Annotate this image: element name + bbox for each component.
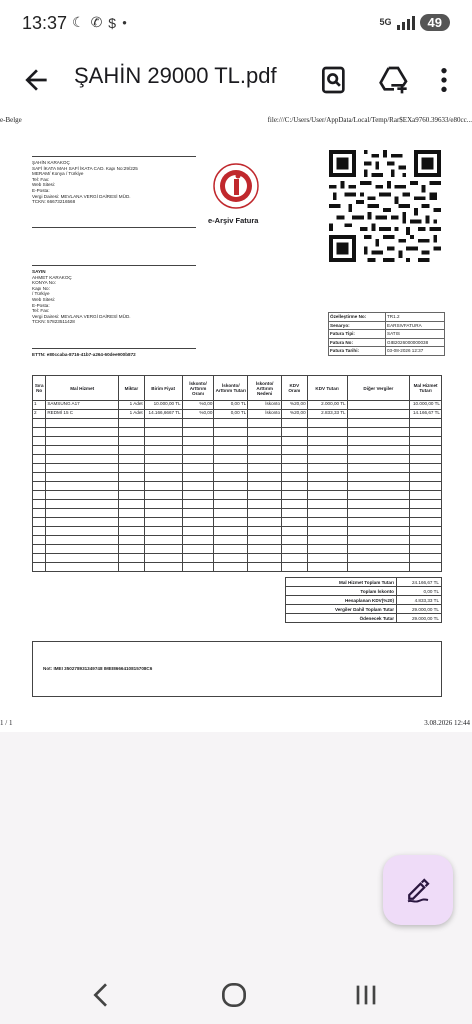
doc-search-icon[interactable] [318, 64, 350, 96]
empty-row [33, 419, 442, 428]
back-arrow-icon[interactable] [20, 64, 52, 96]
notification-icons [72, 14, 127, 31]
logo-label: e-Arşiv Fatura [208, 216, 259, 225]
note-box [32, 641, 442, 697]
table-header: Sıra No Mal Hizmet Miktar Birim Fiyat İskonto/ Arttırım Oranı İskonto/ Arttırım Tutarı İskonto/ Arttırım Nedeni KDV Oranı KDV Tutarı Diğer Vergiler Mal Hizmet Tutarı [33, 376, 442, 401]
empty-row [33, 536, 442, 545]
divider [32, 227, 196, 228]
print-date: 3.08.2026 12:44 [424, 719, 470, 727]
empty-row [33, 455, 442, 464]
document-title: ŞAHİN 29000 TL.pdf [74, 63, 277, 88]
totals-table: Mal Hizmet Toplam Tutarı 24.166,67 TL Toplam İskonto 0,00 TL Hesaplanan KDV(%20) 4.833,33 TL Vergiler Dahil Toplam Tutar 29.000,00 TL Ödenecek Tutar 29.000,00 TL [285, 577, 442, 623]
divider [32, 265, 196, 266]
nav-recents-icon[interactable] [350, 979, 382, 1011]
page-number: 1 / 1 [0, 719, 13, 727]
invoice-meta: Özelleştirme No: TR1.2 Senaryo: EARSIVFATURA Fatura Tipi: SATIS Fatura No: GIB2026000000038 Fatura Tarihi: 03-08-2026 12:37 [328, 312, 445, 356]
edit-fab-button[interactable] [383, 855, 453, 925]
signal-icon [397, 16, 415, 30]
empty-row [33, 509, 442, 518]
edit-pen-icon [403, 875, 433, 905]
system-nav-bar [0, 965, 472, 1024]
status-bar [0, 0, 472, 48]
qr-code [329, 147, 441, 265]
empty-row [33, 491, 442, 500]
dnd-moon-icon: ☾ [72, 14, 85, 30]
dollar-icon: $ [108, 14, 117, 31]
more-vert-icon[interactable] [428, 64, 460, 96]
table-row: 2 REDMİ 15 C 1 Adet 14.166,6667 TL %0,00 0,00 TL İskonto %20,00 2.833,33 TL 14.166,67 TL [33, 410, 442, 419]
empty-row [33, 473, 442, 482]
empty-row [33, 428, 442, 437]
network-type: 5G [379, 17, 392, 27]
empty-row [33, 446, 442, 455]
ettn: ETTN: e80ccaba-8716-41b7-a264-60dee900b872 [32, 352, 136, 357]
empty-row [33, 518, 442, 527]
empty-row [33, 545, 442, 554]
items-table [32, 375, 442, 572]
buyer-info: SAYIN AHMET KARAKOÇ KONYA No: Kapı No: / Türkiye Web Sitesi: E-Posta: Tel: Fax: Vergi Dairesi: MEVLANA VERGİ DAİRESİ MÜD. TCKN: 57823511428 [32, 269, 131, 325]
gib-logo [212, 162, 260, 210]
nav-back-icon[interactable] [86, 979, 118, 1011]
table-row: 1 SAMSUNG A17 1 Adet 10.000,00 TL %0,00 0,00 TL İskonto %20,00 2.000,00 TL 10.000,00 TL [33, 401, 442, 410]
empty-row [33, 563, 442, 572]
empty-row [33, 464, 442, 473]
nav-home-icon[interactable] [218, 979, 250, 1011]
seller-info: ŞAHİN KARAKOÇ SAFİ İKATA MAH SAFİ İKATA CAD. Kapı No:29/225 MERAM/ Konya / Türkiye Tel: Fax: Web Sitesi: E-Posta: Vergi Dairesi: MEVLANA VERGİ DAİRESİ MÜD. TCKN: 66673216568 [32, 160, 138, 205]
page-header-right: file:///C:/Users/User/AppData/Local/Temp/Rar$EXa9760.39633/e80cc... [267, 116, 472, 124]
divider [32, 348, 196, 349]
whatsapp-icon: ✆ [90, 14, 103, 30]
battery-indicator: 49 [420, 14, 450, 31]
empty-row [33, 482, 442, 491]
pdf-page[interactable] [0, 112, 472, 732]
empty-row [33, 554, 442, 563]
empty-row [33, 527, 442, 536]
empty-row [33, 500, 442, 509]
divider [32, 156, 196, 157]
app-bar [0, 48, 472, 112]
status-time: 13:37 [22, 13, 68, 33]
empty-row [33, 437, 442, 446]
dot-icon: ● [122, 18, 127, 27]
add-to-drive-icon[interactable] [378, 64, 410, 96]
note-text: Not: IMEI 350278931349748 IMEI8666410815708C6 [43, 666, 153, 671]
page-header-left: e-Belge [0, 116, 22, 124]
